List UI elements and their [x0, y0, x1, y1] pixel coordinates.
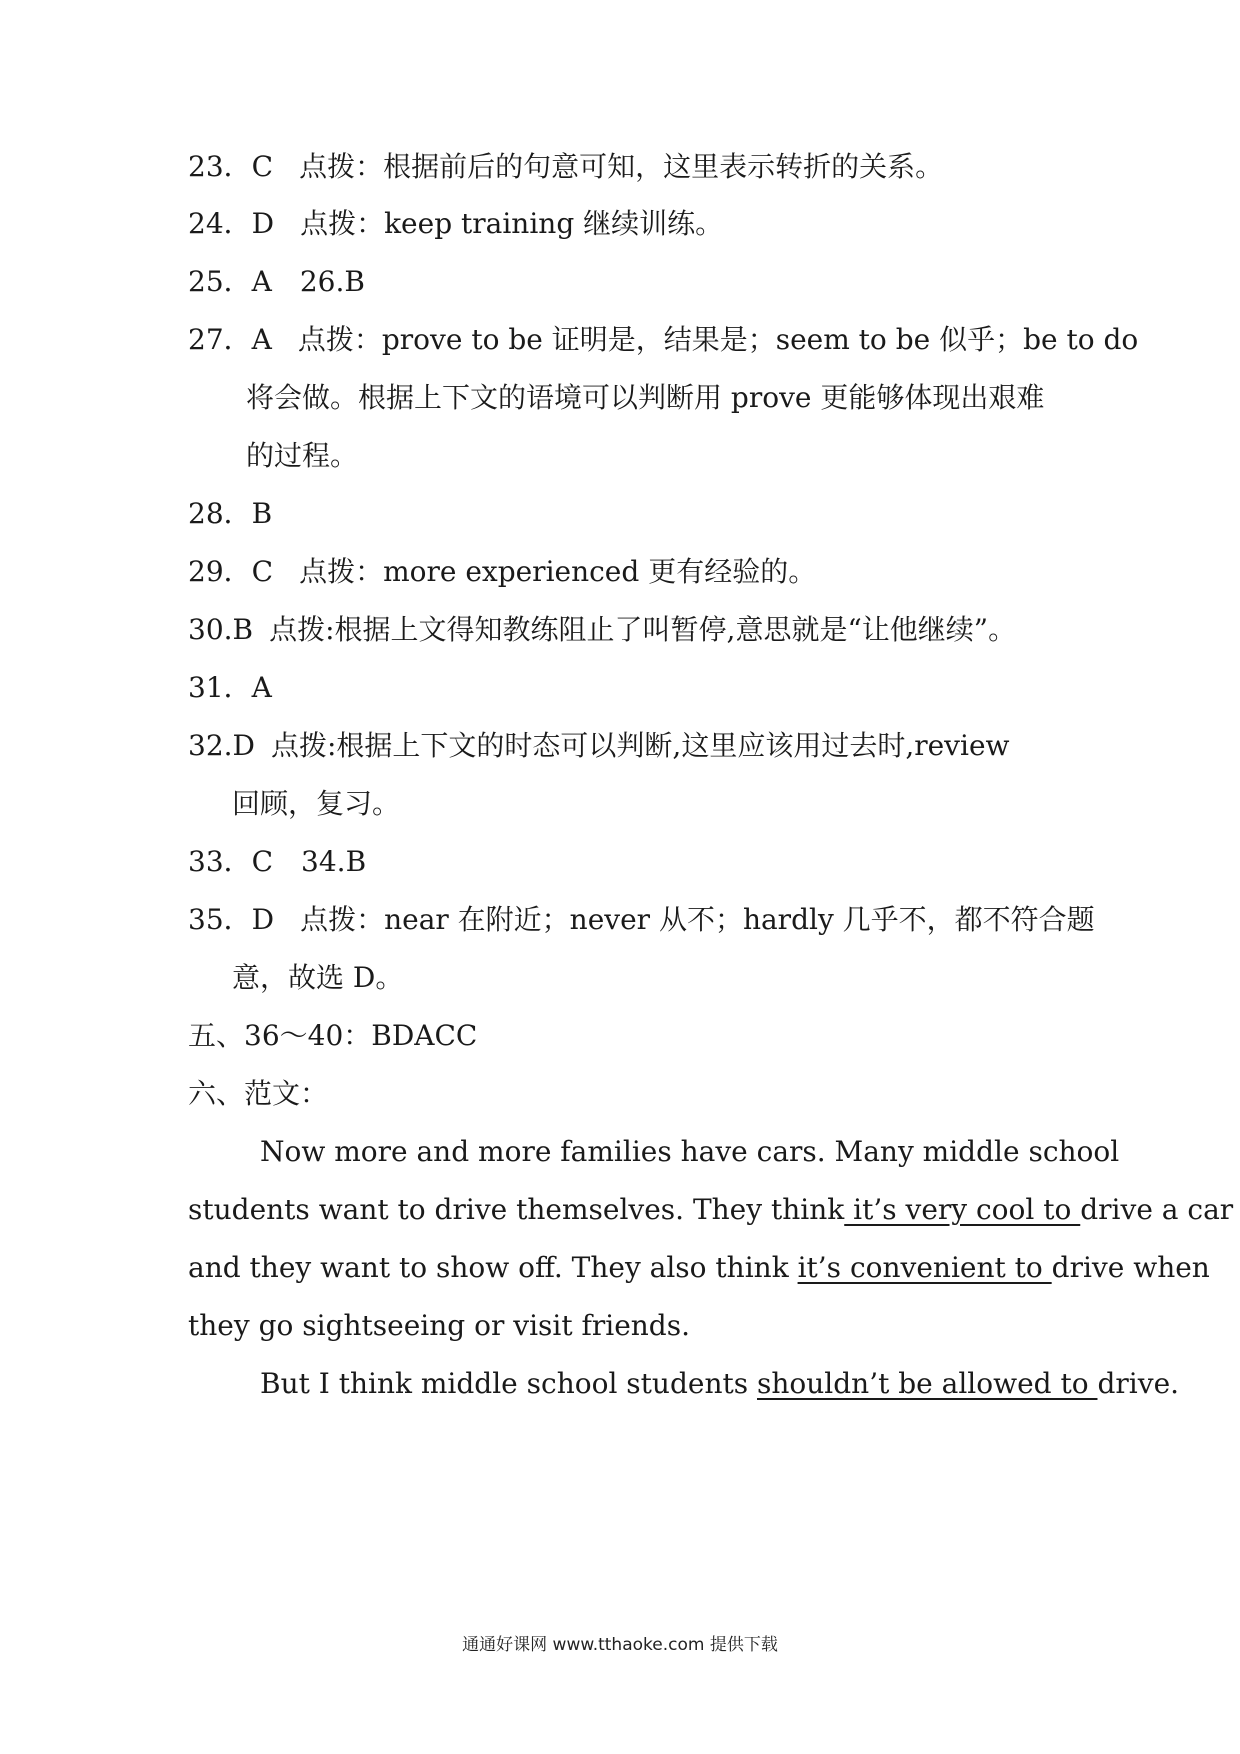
answer-27: [188, 320, 1139, 360]
section-6-heading: 六、范文：: [188, 1077, 329, 1110]
essay-text: drive when: [1051, 1251, 1210, 1284]
answer-35-continuation: 意，故选 D。: [232, 961, 404, 994]
essay-underlined-phrase: it’s very cool to: [844, 1193, 1081, 1226]
answer-30: [188, 610, 1058, 650]
answer-note: 点拨：more experienced 更有经验的。: [299, 555, 817, 588]
answer-number: 29．C: [188, 555, 274, 588]
answer-note: 点拨：keep training 继续训练。: [300, 207, 724, 240]
answer-note: 点拨:根据上下文的时态可以判断,这里应该用过去时,review: [270, 729, 1010, 762]
answer-31: 31．A: [188, 671, 272, 704]
answer-32-continuation: 回顾，复习。: [232, 787, 401, 820]
essay-text: drive.: [1097, 1367, 1180, 1400]
answer-note: 点拨:根据上文得知教练阻止了叫暂停,意思就是“让他继续”。: [269, 613, 1017, 646]
essay-line: Now more and more families have cars. Many middle school: [260, 1135, 1120, 1168]
answer-number: 27．A: [188, 323, 272, 356]
answer-33-34: 33．C 34.B: [188, 845, 367, 878]
answer-28: 28．B: [188, 497, 273, 530]
answer-number: 35．D: [188, 903, 275, 936]
answer-32: [188, 726, 1058, 766]
essay-line: [260, 1364, 1180, 1404]
answer-27-continuation: 将会做。根据上下文的语境可以判断用 prove 更能够体现出艰难: [246, 381, 1045, 414]
page-footer: 通通好课网 www.tthaoke.com 提供下载: [462, 1635, 778, 1655]
essay-underlined-phrase: shouldn’t be allowed to: [757, 1367, 1098, 1400]
essay-line: [188, 1190, 1234, 1230]
answer-35: [188, 900, 1095, 940]
answer-27-continuation: 的过程。: [246, 439, 359, 472]
essay-text: But I think middle school students: [260, 1367, 757, 1400]
answer-29: [188, 552, 1058, 592]
answer-24: [188, 204, 1058, 244]
answer-note: 点拨：prove to be 证明是，结果是；seem to be 似乎；be to do: [297, 323, 1139, 356]
essay-underlined-phrase: it’s convenient to: [797, 1251, 1052, 1284]
answer-25-26: 25．A 26.B: [188, 265, 365, 298]
answer-23: [188, 147, 1058, 187]
essay-line: they go sightseeing or visit friends.: [188, 1309, 691, 1342]
answer-note: 点拨：根据前后的句意可知，这里表示转折的关系。: [299, 150, 944, 183]
answer-number: 30.B: [188, 613, 254, 646]
answer-number: 32.D: [188, 729, 255, 762]
essay-line: [188, 1248, 1210, 1288]
section-5-answers: 五、36～40：BDACC: [188, 1019, 478, 1052]
essay-text: students want to drive themselves. They think: [188, 1193, 845, 1226]
answer-number: 24．D: [188, 207, 275, 240]
essay-text: and they want to show off. They also think: [188, 1251, 798, 1284]
answer-number: 23．C: [188, 150, 274, 183]
answer-note: 点拨：near 在附近；never 从不；hardly 几乎不，都不符合题: [300, 903, 1095, 936]
essay-text: drive a car: [1080, 1193, 1234, 1226]
